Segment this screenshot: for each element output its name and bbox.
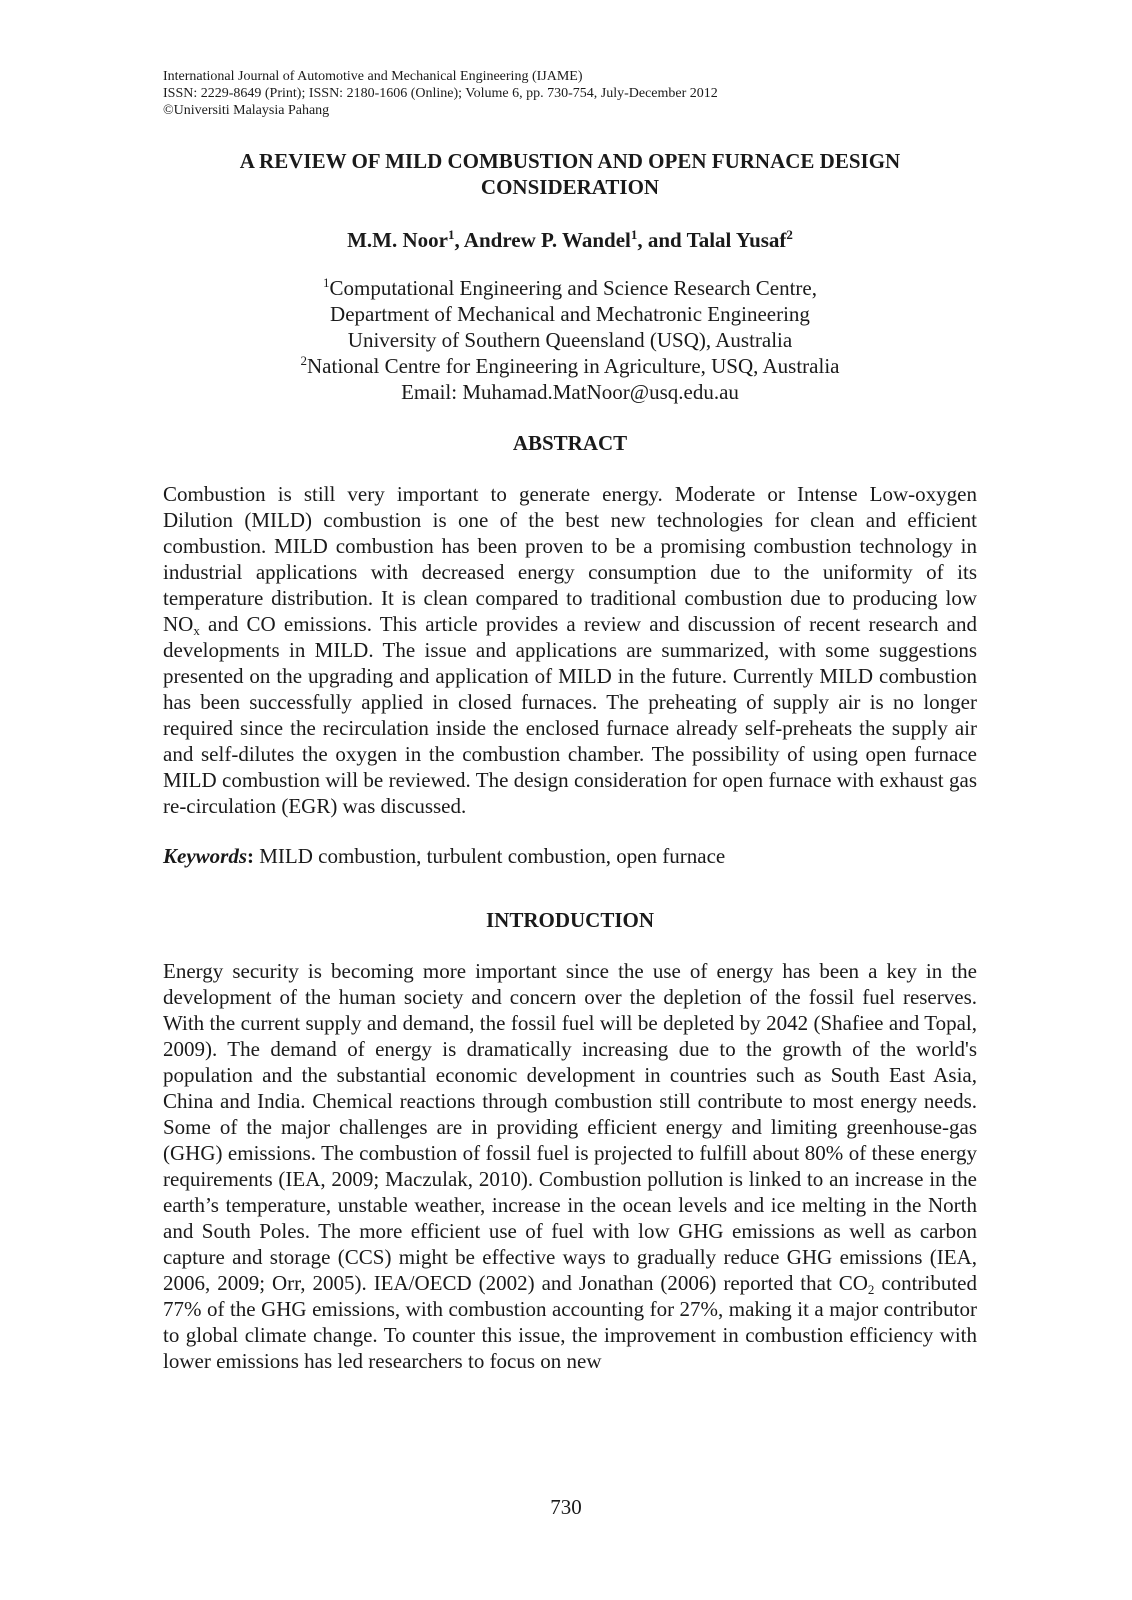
title-line-2: CONSIDERATION	[480, 175, 660, 199]
keywords: Keywords: MILD combustion, turbulent combustion, open furnace	[163, 844, 726, 868]
subscript-x: x	[193, 623, 200, 638]
affiliation-1-line-3: University of Southern Queensland (USQ), Australia	[347, 328, 793, 352]
author-name: Andrew P. Wandel	[463, 228, 631, 252]
introduction-heading: INTRODUCTION	[485, 908, 655, 932]
keywords-label: Keywords	[163, 844, 247, 868]
author-separator: ,	[454, 228, 464, 252]
title-line-1: A REVIEW OF MILD COMBUSTION AND OPEN FURNACE DESIGN	[239, 149, 901, 173]
affiliations	[163, 275, 977, 405]
author-separator: , and	[637, 228, 687, 252]
affiliation-1-line-1: $^1$Computational Engineering and Science Research Centre,	[322, 275, 817, 300]
affiliation-2: $^2$National Centre for Engineering in Agriculture, USQ, Australia	[300, 353, 840, 378]
journal-issn: ISSN: 2229-8649 (Print); ISSN: 2180-1606 (Online); Volume 6, pp. 730-754, July-December 2012	[163, 86, 718, 101]
author-affiliation-mark: 2	[786, 227, 793, 242]
keywords-list: MILD combustion, turbulent combustion, open furnace	[254, 844, 726, 868]
journal-copyright: ©Universiti Malaysia Pahang	[163, 103, 330, 118]
paper-page	[163, 68, 977, 1374]
introduction-text: Energy security is becoming more important since the use of energy has been a key in the development of the human society and concern over the depletion of the fossil fuel reserves. With the current supply and demand, the fossil fuel will be depleted by 2042 (Shafiee and Topal, 2009). The demand of energy is dramatically increasing due to the growth of the world's population and the substantial economic development in countries such as South East Asia, China and India. Chemical reactions through combustion still contribute to most energy needs. Some of the major challenges are in providing efficient energy and limiting greenhouse-gas (GHG) emissions. The combustion of fossil fuel is projected to fulfill about 80% of these energy requirements (IEA, 2009; Maczulak, 2010). Combustion pollution is linked to an increase in the earth’s temperature, unstable weather, increase in the ocean levels and ice melting in the North and South Poles. The more efficient use of fuel with low GHG emissions as well as carbon capture and storage (CCS) might be effective ways to gradually reduce GHG emissions (IEA, 2006, 2009; Orr, 2005). IEA/OECD (2002) and Jonathan (2006) reported that $CO_2$ contributed 77% of the GHG emissions, with combustion accounting for 27%, making it a major contributor to global climate change. To counter this issue, the improvement in combustion efficiency with lower emissions has led researchers to focus on new	[163, 959, 977, 1373]
affiliation-1-line-2: Department of Mechanical and Mechatronic Engineering	[330, 302, 810, 326]
contact-email: Email: Muhamad.MatNoor@usq.edu.au	[401, 380, 739, 404]
journal-name: International Journal of Automotive and Mechanical Engineering (IJAME)	[163, 69, 583, 84]
subscript-2: 2	[867, 1282, 875, 1297]
page-number: 730	[550, 1495, 582, 1519]
author-affiliation-mark: 1	[447, 227, 455, 242]
affiliation-mark: 1	[322, 275, 330, 290]
journal-header	[163, 68, 977, 119]
affiliation-mark: 2	[300, 353, 308, 368]
author-list	[163, 227, 977, 253]
author-affiliation-mark: 1	[630, 227, 638, 242]
author-name: M.M. Noor	[347, 228, 448, 252]
author-name: Talal Yusaf	[686, 228, 787, 252]
abstract-heading: ABSTRACT	[512, 431, 628, 455]
abstract-text: Combustion is still very important to generate energy. Moderate or Intense Low-oxygen Dilution (MILD) combustion is one of the best new technologies for clean and efficient combustion. MILD combustion has been proven to be a promising combustion technology in industrial applications with decreased energy consumption due to the uniformity of its temperature distribution. It is clean compared to traditional combustion due to producing low $NO_x$ and CO emissions. This article provides a review and discussion of recent research and developments in MILD. The issue and applications are summarized, with some suggestions presented on the upgrading and application of MILD in the future. Currently MILD combustion has been successfully applied in closed furnaces. The preheating of supply air is no longer required since the recirculation inside the enclosed furnace already self-preheats the supply air and self-dilutes the oxygen in the combustion chamber. The possibility of using open furnace MILD combustion will be reviewed. The design consideration for open furnace with exhaust gas re-circulation (EGR) was discussed.	[163, 482, 977, 818]
paper-title	[163, 148, 977, 200]
